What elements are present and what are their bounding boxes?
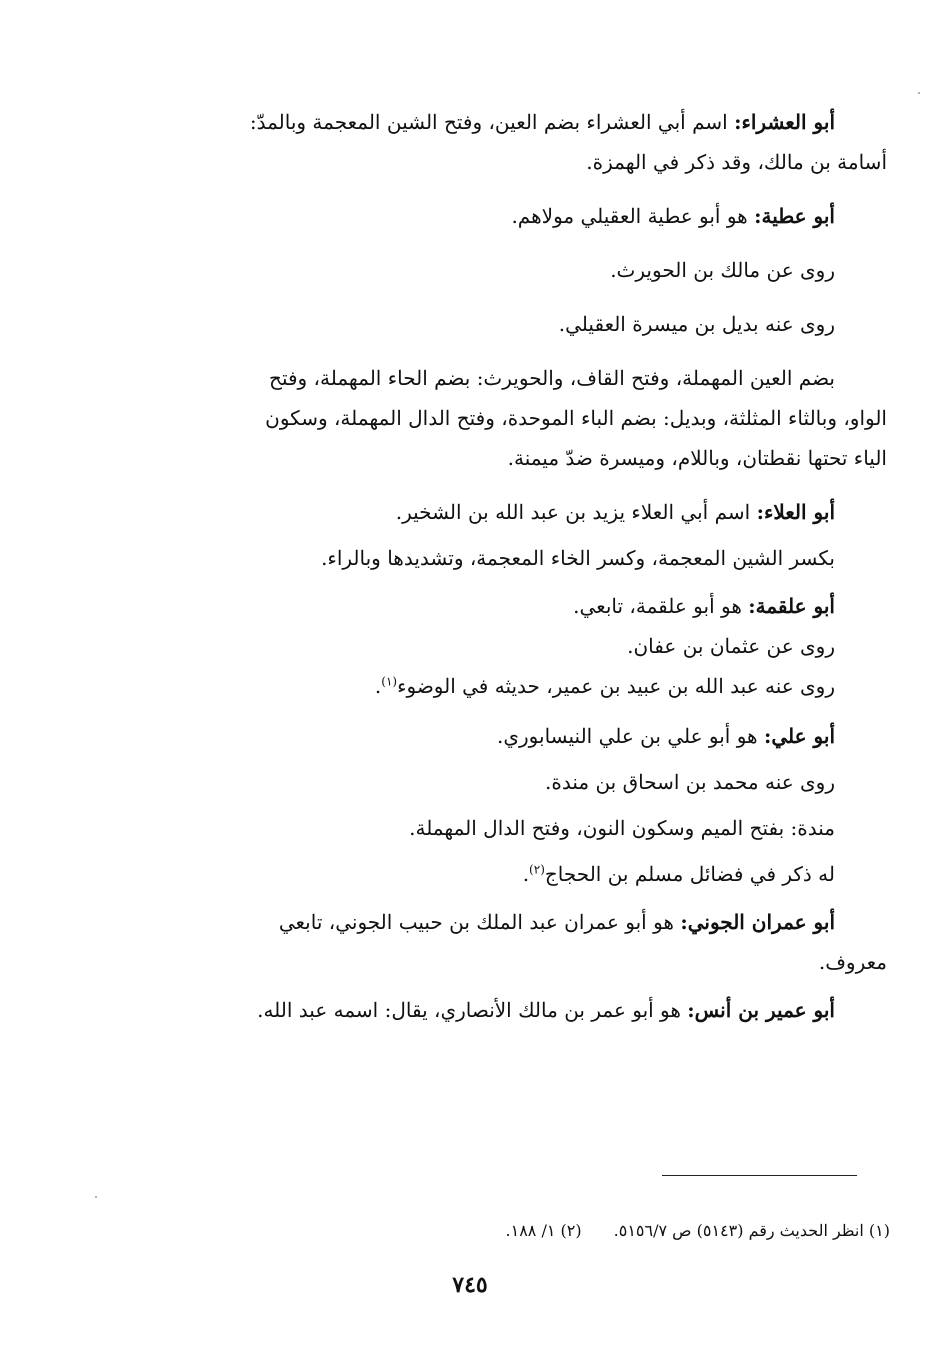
- footnotes: [400, 1218, 890, 1244]
- entry-heading: أبو علي:: [763, 724, 835, 748]
- footnote-separator: [662, 1175, 857, 1176]
- footnote-ref: (٢): [529, 862, 545, 877]
- entry-text-with-note: روى عنه عبد الله بن عبيد بن عمير، حديثه في الوضوء$^{(١)}$.: [374, 674, 835, 698]
- entry-abu-atiyya: [48, 196, 887, 478]
- entry-text: روى عنه محمد بن اسحاق بن مندة.: [545, 770, 835, 794]
- entry-text: هو أبو عطية العقيلي مولاهم.: [511, 204, 748, 228]
- entry-text: روى عن عثمان بن عفان.: [627, 634, 835, 658]
- entry-text: الياء تحتها نقطتان، وباللام، وميسرة ضدّ ميمنة.: [507, 446, 887, 470]
- entry-heading: أبو عمران الجوني:: [680, 910, 835, 934]
- entry-abu-umayr-bin-anas: [48, 990, 835, 1030]
- entry-text: اسم أبي العشراء بضم العين، وفتح الشين المعجمة وبالمدّ:: [249, 110, 728, 134]
- entry-text: له ذكر في فضائل مسلم بن الحجاج: [544, 862, 835, 886]
- footnote-ref: (١): [381, 674, 398, 689]
- scan-speck: [918, 92, 920, 94]
- entry-text-with-note: له ذكر في فضائل مسلم بن الحجاج$^{(٢)}$.: [522, 862, 835, 886]
- entry-heading: أبو عمير بن أنس:: [687, 998, 835, 1022]
- entry-text: روى عن مالك بن الحويرث.: [610, 258, 835, 282]
- entry-abu-imran-al-jawni: [48, 902, 887, 982]
- entry-text: مندة: بفتح الميم وسكون النون، وفتح الدال المهملة.: [409, 816, 835, 840]
- entry-text: روى عنه عبد الله بن عبيد بن عمير، حديثه في الوضوء: [397, 674, 835, 698]
- entry-heading: أبو العلاء:: [756, 500, 835, 524]
- entry-abu-ali: [48, 716, 835, 894]
- entry-text: هو أبو علقمة، تابعي.: [573, 594, 742, 618]
- entries-list: [48, 102, 887, 1038]
- footnote-1: (١) انظر الحديث رقم (٥١٤٣) ص ٥١٥٦/٧.: [613, 1221, 890, 1240]
- entry-abu-alqama: [48, 586, 835, 706]
- entry-heading: أبو العشراء:: [734, 110, 835, 134]
- entry-text: أسامة بن مالك، وقد ذكر في الهمزة.: [586, 150, 887, 174]
- entry-text: بكسر الشين المعجمة، وكسر الخاء المعجمة، وتشديدها وبالراء.: [321, 546, 835, 570]
- entry-text: هو أبو عمر بن مالك الأنصاري، يقال: اسمه عبد الله.: [257, 998, 681, 1022]
- entry-text: هو أبو عمران عبد الملك بن حبيب الجوني، تابعي: [278, 910, 674, 934]
- entry-text: الواو، وبالثاء المثلثة، وبديل: بضم الباء الموحدة، وفتح الدال المهملة، وسكون: [265, 406, 887, 430]
- entry-heading: أبو علقمة:: [748, 594, 835, 618]
- entry-heading: أبو عطية:: [754, 204, 835, 228]
- entry-text: بضم العين المهملة، وفتح القاف، والحويرث: بضم الحاء المهملة، وفتح: [269, 366, 835, 390]
- entry-text: اسم أبي العلاء يزيد بن عبد الله بن الشخير.: [395, 500, 751, 524]
- entry-text: هو أبو علي بن علي النيسابوري.: [497, 724, 758, 748]
- page-number: ٧٤٥: [452, 1272, 488, 1298]
- scan-speck: [95, 1196, 97, 1198]
- entry-abu-al-ushara: [48, 102, 887, 182]
- entry-text: معروف.: [818, 950, 887, 974]
- entry-text: روى عنه بديل بن ميسرة العقيلي.: [558, 312, 835, 336]
- footnote-2: (٢) ١/ ١٨٨.: [505, 1221, 582, 1240]
- entry-abu-al-ala: [48, 492, 835, 578]
